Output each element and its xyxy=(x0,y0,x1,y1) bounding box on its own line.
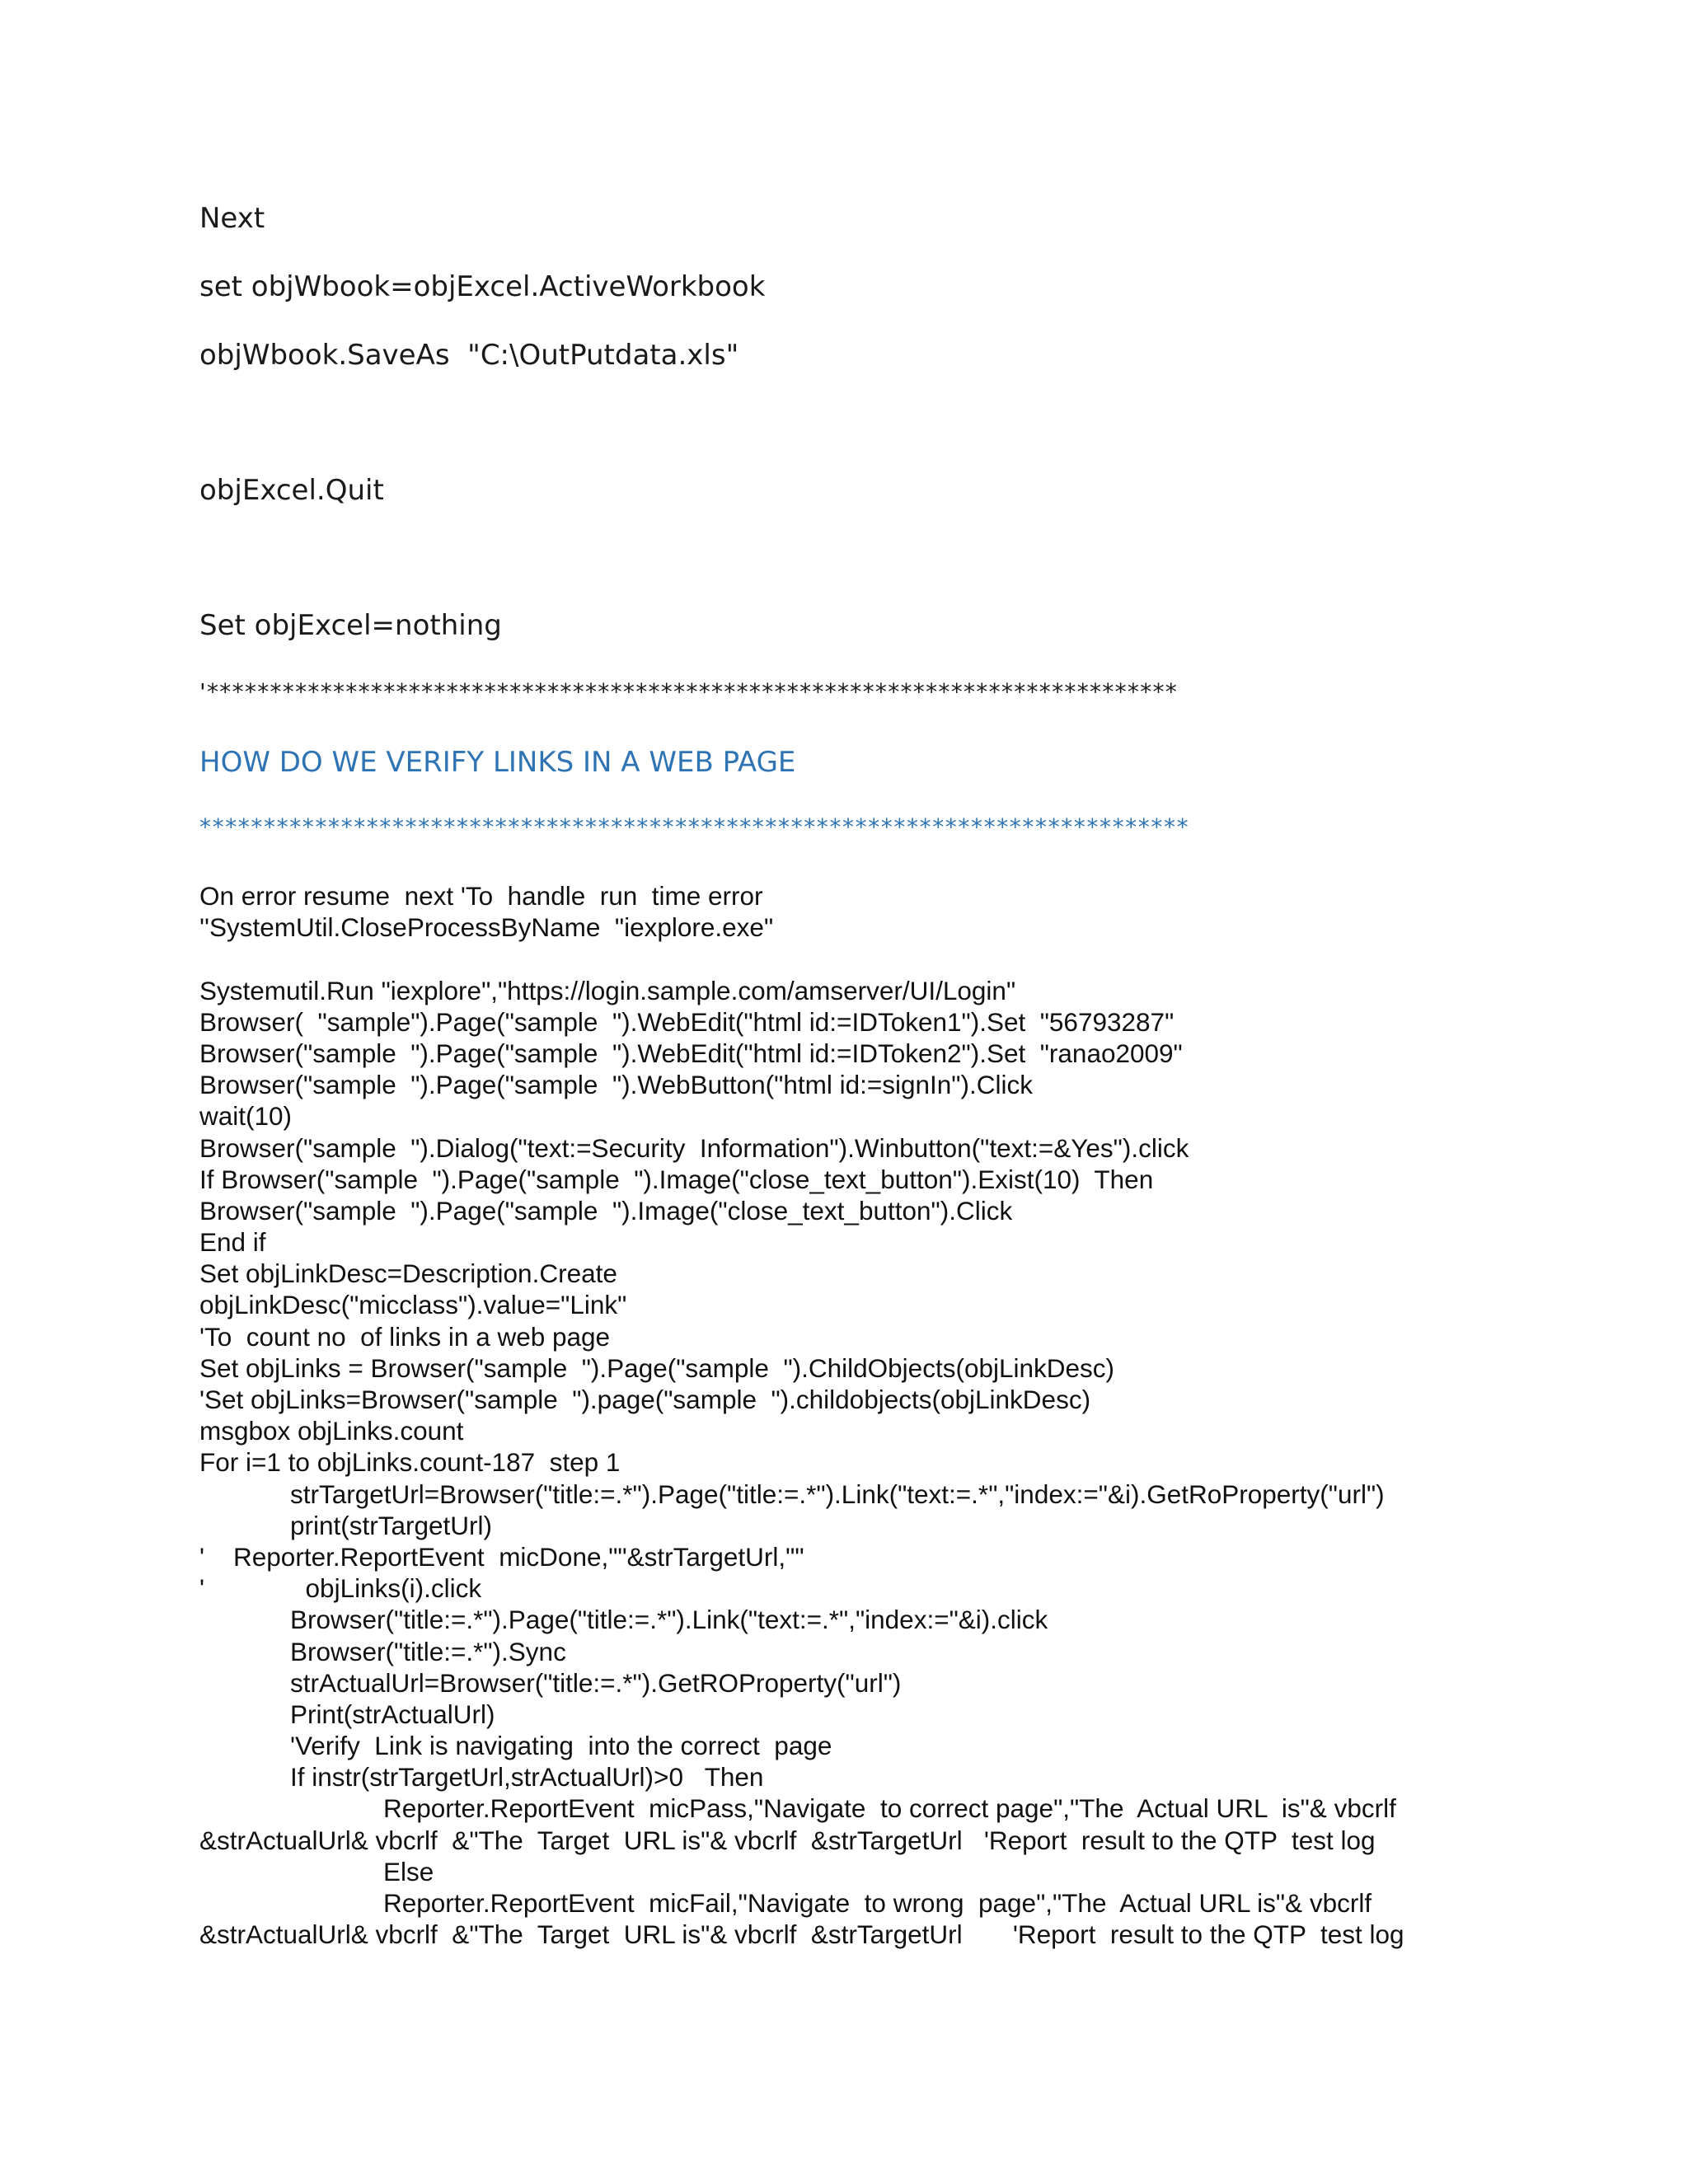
text-next: Next xyxy=(199,202,265,235)
code-line: Set objLinkDesc=Description.Create xyxy=(199,1258,617,1289)
code-line: 'To count no of links in a web page xyxy=(199,1321,611,1352)
code-line: Systemutil.Run "iexplore","https://login.sample.com/amserver/UI/Login" xyxy=(199,975,1016,1005)
code-line: &strActualUrl& vbcrlf &"The Target URL is"& vbcrlf &strTargetUrl 'Report result to the QTP test log xyxy=(199,1825,1376,1855)
code-line: 'Verify Link is navigating into the correct page xyxy=(290,1731,832,1761)
code-line: End if xyxy=(199,1227,266,1258)
code-line: Browser("sample ").Page("sample ").WebButton("html id:=signIn").Click xyxy=(199,1070,1033,1100)
text-set-objexcel-nothing: Set objExcel=nothing xyxy=(199,609,502,642)
code-line: Browser("title:=.*").Sync xyxy=(290,1636,566,1666)
code-line: Browser("sample ").Dialog("text:=Security Information").Winbutton("text:=&Yes").click xyxy=(199,1132,1189,1163)
code-line: Reporter.ReportEvent micFail,"Navigate to wrong page","The Actual URL is"& vbcrlf xyxy=(383,1888,1372,1918)
code-line: objLinkDesc("micclass").value="Link" xyxy=(199,1290,627,1320)
code-line: Set objLinks = Browser("sample ").Page("sample ").ChildObjects(objLinkDesc) xyxy=(199,1352,1115,1383)
code-line: wait(10) xyxy=(199,1101,293,1132)
code-block xyxy=(199,880,1518,1950)
code-line: Browser("sample ").Page("sample ").WebEdit("html id:=IDToken2").Set "ranao2009" xyxy=(199,1038,1183,1068)
code-line: Else xyxy=(383,1856,434,1886)
code-line: Browser( "sample").Page("sample ").WebEdit("html id:=IDToken1").Set "56793287" xyxy=(199,1006,1175,1037)
code-line: For i=1 to objLinks.count-187 step 1 xyxy=(199,1447,621,1478)
text-excel-quit: objExcel.Quit xyxy=(199,474,384,507)
text-saveas: objWbook.SaveAs "C:\OutPutdata.xls" xyxy=(199,339,739,372)
code-line: If Browser("sample ").Page("sample ").Image("close_text_button").Exist(10) Then xyxy=(199,1164,1154,1194)
code-line: strTargetUrl=Browser("title:=.*").Page("title:=.*").Link("text:=.*","index:="&i).GetRoProperty("url") xyxy=(290,1479,1385,1509)
code-line: 'Set objLinks=Browser("sample ").page("sample ").childobjects(objLinkDesc) xyxy=(199,1385,1091,1414)
divider-stars: '***************************************************************************** xyxy=(199,678,1179,705)
code-line: print(strTargetUrl) xyxy=(290,1510,493,1540)
code-line: strActualUrl=Browser("title:=.*").GetROProperty("url") xyxy=(290,1667,902,1698)
section-heading: HOW DO WE VERIFY LINKS IN A WEB PAGE xyxy=(199,746,796,779)
code-line xyxy=(199,943,1518,974)
code-line: ' Reporter.ReportEvent micDone,""&strTargetUrl,"" xyxy=(199,1541,804,1572)
code-line: If instr(strTargetUrl,strActualUrl)>0 Then xyxy=(290,1762,764,1793)
text-set-objwbook: set objWbook=objExcel.ActiveWorkbook xyxy=(199,270,766,303)
code-line: ''SystemUtil.CloseProcessByName "iexplore.exe" xyxy=(199,912,774,943)
code-line: &strActualUrl& vbcrlf &"The Target URL is"& vbcrlf &strTargetUrl 'Report result to the QTP test log xyxy=(199,1919,1404,1950)
code-line: Browser("title:=.*").Page("title:=.*").Link("text:=.*","index:="&i).click xyxy=(290,1605,1048,1635)
code-line: Print(strActualUrl) xyxy=(290,1699,495,1729)
code-line: msgbox objLinks.count xyxy=(199,1416,464,1446)
code-line: ' objLinks(i).click xyxy=(199,1573,482,1604)
section-divider-stars: ***************************************************************************** xyxy=(199,813,1190,841)
code-line: Reporter.ReportEvent micPass,"Navigate to correct page","The Actual URL is"& vbcrlf xyxy=(383,1793,1396,1824)
code-line: Browser("sample ").Page("sample ").Image("close_text_button").Click xyxy=(199,1195,1013,1226)
code-line: On error resume next 'To handle run time error xyxy=(199,881,763,911)
